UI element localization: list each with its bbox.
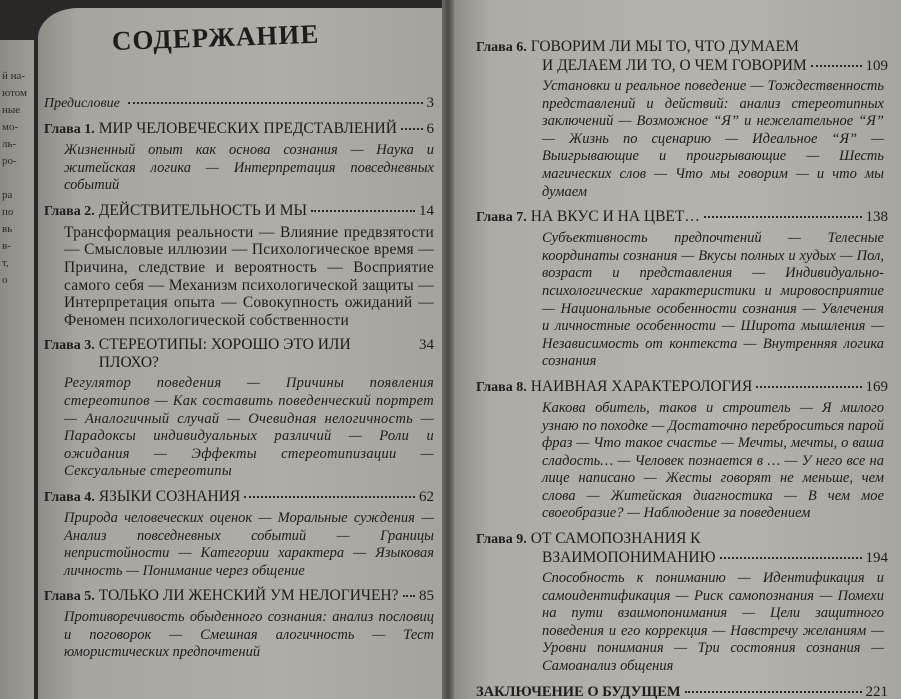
entry-title: ТОЛЬКО ЛИ ЖЕНСКИЙ УМ НЕЛОГИЧЕН?: [98, 587, 399, 605]
leader-dots: [401, 128, 423, 130]
entry-description: Регулятор поведения — Причины появления стереотипов — Как составить поведенческий портрет — Аналогичный случай — Очевидная нелогичность — Парадоксы индивидуальных различий — Роли и ожидания — Эффекты стереотипизации — Сексуальные стереотипы: [64, 375, 434, 480]
entry-title-line-2: ВЗАИМОПОНИМАНИЮ: [542, 549, 716, 567]
entry-title: НАИВНАЯ ХАРАКТЕРОЛОГИЯ: [530, 377, 753, 395]
entry-label: Глава 3.: [44, 338, 95, 354]
entry-description: Противоречивость обыденного сознания: анализ пословиц и поговорок — Смешная алогичность — Тест юмористических предпочтений: [64, 609, 434, 661]
fragment: [0, 170, 34, 187]
leader-dots: [244, 496, 415, 498]
leader-dots: [811, 65, 862, 67]
toc-entry-chapter-4: [44, 488, 434, 580]
page-number: 62: [419, 488, 434, 505]
fragment: ро-: [2, 155, 17, 167]
fragment: ютом: [2, 87, 27, 99]
entry-description: Трансформация реальности — Влияние предвзятости — Смысловые иллюзии — Психологическое время — Причина, следствие и вероятность — Восприятие самого себя — Механизм психологической защиты — Интерпретация опыта — Совокупность ожиданий — Феномен психологической собственности: [64, 223, 434, 329]
entry-title: ЗАКЛЮЧЕНИЕ О БУДУЩЕМ: [476, 683, 681, 699]
entry-title: ДЕЙСТВИТЕЛЬНОСТЬ И МЫ: [98, 201, 307, 219]
page-number: 169: [865, 378, 888, 395]
left-toc-list: [44, 94, 434, 669]
entry-label: Глава 8.: [476, 379, 527, 395]
fragment: по: [2, 206, 14, 218]
fragment: ные: [2, 104, 21, 116]
left-page: [38, 8, 442, 699]
toc-entry-conclusion: [476, 683, 888, 699]
entry-description: Жизненный опыт как основа сознания — Наука и житейская логика — Интерпретация повседневных событий: [64, 142, 434, 194]
entry-title: НА ВКУС И НА ЦВЕТ…: [530, 208, 700, 226]
entry-description: Способность к пониманию — Идентификация и самоидентификация — Риск самопознания — Помехи на пути взаимопонимания — Цели защитного поведения и его коррекция — Навстречу желаниям — Уровни понимания — Три состояния сознания — Самоанализ общения: [542, 570, 884, 675]
entry-label: Предисловие: [44, 96, 120, 111]
leader-dots: [720, 557, 862, 559]
leader-dots: [128, 102, 423, 104]
toc-entry-chapter-1: [44, 120, 434, 195]
entry-title: ОТ САМОПОЗНАНИЯ К: [530, 530, 701, 548]
fragment: ра: [2, 189, 13, 201]
toc-entry-chapter-6: [476, 38, 888, 201]
previous-page-edge: [0, 40, 34, 699]
toc-entry-chapter-7: [476, 208, 888, 371]
entry-label: Глава 4.: [44, 489, 95, 505]
page-number: 221: [865, 683, 888, 699]
page-number: 138: [865, 209, 888, 226]
fragment: ль-: [2, 138, 17, 150]
toc-entry-chapter-5: [44, 587, 434, 662]
entry-label: Глава 6.: [476, 40, 527, 55]
leader-dots: [704, 216, 862, 218]
page-number: 34: [419, 337, 434, 354]
page-number: 85: [419, 588, 434, 605]
fragment: й на-: [2, 70, 26, 82]
entry-title: ЯЗЫКИ СОЗНАНИЯ: [98, 487, 241, 505]
entry-label: Глава 5.: [44, 589, 95, 605]
entry-title-line-2: И ДЕЛАЕМ ЛИ ТО, О ЧЕМ ГОВОРИМ: [542, 57, 807, 74]
right-toc-list: [476, 38, 888, 699]
entry-description: Субъективность предпочтений — Телесные координаты сознания — Вкусы полных и худых — Пол, возраст и представления — Индивидуально-психологические характеристики и мировосприятие — Национальные особенности сознания — Увлечения и личностные особенности — Широта мышления — Независимость от контекста — Внутренняя логика сознания: [542, 230, 884, 370]
fragment: вь: [2, 223, 13, 235]
toc-entry-chapter-8: [476, 378, 888, 523]
page-number: 194: [865, 550, 888, 567]
fragment: в-: [2, 240, 11, 252]
entry-description: Какова обитель, таков и строитель — Я милого узнаю по походке — Достаточно переброситься парой фраз — Что такое счастье — Мечты, мечты, о ваша сладость… — Человек познается в … — У него все на лице написано — Жесты говорят не меньше, чем слова — Житейская диагностика — В чем мое своеобразие? — Наблюдение за поведением: [542, 399, 884, 522]
entry-title: МИР ЧЕЛОВЕЧЕСКИХ ПРЕДСТАВЛЕНИЙ: [98, 120, 397, 137]
page-number: 3: [426, 95, 434, 111]
book-gutter: [442, 0, 454, 699]
entry-label: Глава 7.: [476, 210, 527, 226]
entry-title: СТЕРЕОТИПЫ: ХОРОШО ЭТО ИЛИ ПЛОХО?: [98, 336, 351, 372]
toc-entry-preface: [44, 94, 434, 113]
leader-dots: [403, 595, 415, 597]
page-number: 6: [426, 121, 434, 137]
leader-dots: [685, 691, 862, 693]
entry-label: Глава 9.: [476, 532, 527, 548]
page-number: 14: [419, 202, 434, 219]
toc-entry-chapter-2: [44, 202, 434, 330]
page-title: СОДЕРЖАНИЕ: [111, 18, 320, 56]
fragment: т,: [2, 257, 9, 269]
entry-title: ГОВОРИМ ЛИ МЫ ТО, ЧТО ДУМАЕМ: [530, 38, 799, 55]
page-number: 109: [865, 58, 888, 74]
entry-description: Установки и реальное поведение — Тождественность представлений и действий: анализ стереотипных заключений — Возможное “Я” и нежелательное “Я” — Жизнь по сценарию — Идеальное “Я” — Выигрывающие и проигрывающие — Шесть магических слов — Что мы говорим — и что мы думаем: [542, 78, 884, 200]
toc-entry-chapter-3: [44, 336, 434, 481]
entry-label: Глава 2.: [44, 203, 95, 219]
fragment: мо-: [2, 121, 19, 133]
entry-label: Глава 1.: [44, 122, 95, 137]
leader-dots: [756, 386, 861, 388]
right-page: [454, 0, 901, 699]
fragment: о: [2, 274, 8, 286]
entry-description: Природа человеческих оценок — Моральные суждения — Анализ повседневных событий — Границы непристойности — Категории характера — Языковая личность — Понимание через общение: [64, 509, 434, 579]
leader-dots: [311, 210, 415, 212]
toc-entry-chapter-9: [476, 530, 888, 676]
